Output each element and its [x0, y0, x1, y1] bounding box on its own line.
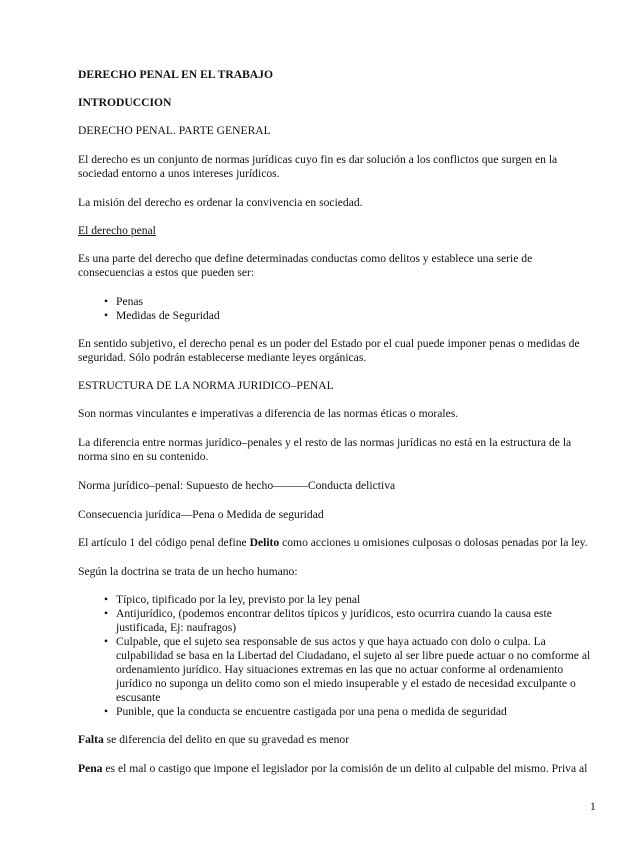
paragraph-line [78, 762, 587, 776]
paragraph-line: norma sino en su contenido. [78, 450, 209, 463]
paragraph-line: consecuencias a estos que pueden ser: [78, 266, 255, 279]
text-run: El artículo 1 del código penal define [78, 536, 250, 549]
text-run: como acciones u omisiones culposas o dolosas penadas por la ley. [279, 536, 588, 549]
list-item-continuation: jurídico no suponga un delito como son el miedo insuperable y el estado de necesidad exculpante o [116, 677, 576, 690]
section-heading-parte-general: DERECHO PENAL. PARTE GENERAL [78, 124, 271, 137]
page-number: 1 [590, 800, 596, 813]
list-item: Medidas de Seguridad [116, 309, 220, 322]
intro-heading: INTRODUCCION [78, 96, 172, 109]
bullet-icon: • [104, 607, 109, 620]
bullet-icon: • [104, 309, 109, 322]
paragraph-line: La misión del derecho es ordenar la convivencia en sociedad. [78, 196, 363, 209]
list-item-continuation: justificada, Ej: naufragos) [116, 621, 237, 634]
list-item: Típico, tipificado por la ley, previsto por la ley penal [116, 593, 361, 606]
paragraph-line: Consecuencia jurídica––Pena o Medida de seguridad [78, 508, 324, 521]
paragraph-line: Norma jurídico–penal: Supuesto de hecho––––––Conducta delictiva [78, 479, 396, 492]
list-item-continuation: culpabilidad se basa en la Libertad del Ciudadano, el sujeto al ser libre puede actuar o no comforme al [116, 649, 591, 662]
bold-term-falta: Falta [78, 733, 104, 746]
list-item-continuation: escusante [116, 691, 161, 704]
paragraph-line: Según la doctrina se trata de un hecho humano: [78, 565, 298, 578]
bold-term-delito: Delito [249, 536, 280, 549]
paragraph-line: seguridad. Sólo podrán establecerse mediante leyes orgánicas. [78, 351, 367, 364]
bold-term-pena: Pena [78, 762, 103, 775]
text-run: se diferencia del delito en que su gravedad es menor [103, 733, 350, 746]
paragraph-line: En sentido subjetivo, el derecho penal es un poder del Estado por el cual puede imponer penas o medidas de [78, 337, 580, 350]
paragraph-line: Son normas vinculantes e imperativas a diferencia de las normas éticas o morales. [78, 407, 459, 420]
paragraph-line [78, 733, 349, 747]
list-item-continuation: ordenamiento jurídico. Hay situaciones extremas en las que no actuar conforme al ordenamiento [116, 663, 564, 676]
list-item: Antijurídico, (podemos encontrar delitos típicos y jurídicos, esto ocurrira cuando la causa este [116, 607, 552, 620]
text-run: es el mal o castigo que impone el legislador por la comisión de un delito al culpable del mismo. Priva al [102, 762, 588, 775]
paragraph-line: sociedad entorno a unos intereses jurídicos. [78, 167, 280, 180]
paragraph-line [78, 536, 588, 550]
bullet-icon: • [104, 635, 109, 648]
paragraph-line: El derecho es un conjunto de normas jurídicas cuyo fin es dar solución a los conflictos que surgen en la [78, 153, 558, 166]
paragraph-line: Es una parte del derecho que define determinadas conductas como delitos y establece una serie de [78, 252, 533, 265]
paragraph-line: La diferencia entre normas jurídico–penales y el resto de las normas jurídicas no está en la estructura de la [78, 436, 572, 449]
list-item: Penas [116, 295, 144, 308]
list-item: Punible, que la conducta se encuentre castigada por una pena o medida de seguridad [116, 705, 507, 718]
bullet-icon: • [104, 593, 109, 606]
list-item: Culpable, que el sujeto sea responsable de sus actos y que haya actuado con dolo o culpa. La [116, 635, 546, 648]
document-title: DERECHO PENAL EN EL TRABAJO [78, 68, 273, 81]
bullet-icon: • [104, 705, 109, 718]
bullet-icon: • [104, 295, 109, 308]
subheading-derecho-penal: El derecho penal [78, 224, 156, 237]
section-heading-estructura: ESTRUCTURA DE LA NORMA JURIDICO–PENAL [78, 379, 334, 392]
